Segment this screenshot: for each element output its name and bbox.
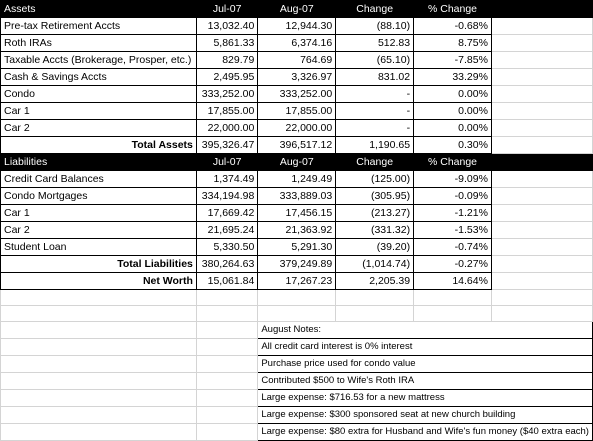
empty-cell[interactable] bbox=[491, 52, 592, 69]
assets-header-jul[interactable]: Jul-07 bbox=[196, 1, 257, 18]
assets-header-pct[interactable]: % Change bbox=[414, 1, 492, 18]
empty-cell[interactable] bbox=[1, 407, 197, 424]
empty-cell[interactable] bbox=[196, 390, 257, 407]
net-worth-label[interactable]: Net Worth bbox=[1, 273, 197, 290]
empty-cell[interactable] bbox=[1, 424, 197, 441]
change-cell[interactable]: (331.32) bbox=[336, 222, 414, 239]
pct-cell[interactable]: 0.00% bbox=[414, 120, 492, 137]
empty-cell[interactable] bbox=[491, 103, 592, 120]
table-row bbox=[1, 86, 593, 103]
aug-cell[interactable]: 3,326.97 bbox=[258, 69, 336, 86]
empty-cell[interactable] bbox=[1, 339, 197, 356]
pct-cell[interactable]: 0.00% bbox=[414, 86, 492, 103]
total-assets-pct[interactable]: 0.30% bbox=[414, 137, 492, 154]
jul-cell[interactable]: 17,855.00 bbox=[196, 103, 257, 120]
blank-row bbox=[1, 290, 593, 306]
table-row bbox=[1, 222, 593, 239]
empty-cell[interactable] bbox=[196, 339, 257, 356]
empty-cell[interactable] bbox=[196, 290, 257, 306]
total-assets-jul[interactable]: 395,326.47 bbox=[196, 137, 257, 154]
total-assets-aug[interactable]: 396,517.12 bbox=[258, 137, 336, 154]
row-label[interactable]: Student Loan bbox=[1, 239, 197, 256]
pct-cell[interactable]: -7.85% bbox=[414, 52, 492, 69]
empty-cell[interactable] bbox=[196, 424, 257, 441]
note-item[interactable]: Large expense: $716.53 for a new mattress bbox=[258, 390, 593, 407]
table-row bbox=[1, 69, 593, 86]
change-cell[interactable]: (305.95) bbox=[336, 188, 414, 205]
note-row bbox=[1, 407, 593, 424]
empty-cell[interactable] bbox=[1, 390, 197, 407]
aug-cell[interactable]: 1,249.49 bbox=[258, 171, 336, 188]
aug-cell[interactable]: 17,855.00 bbox=[258, 103, 336, 120]
total-liabilities-change[interactable]: (1,014.74) bbox=[336, 256, 414, 273]
table-row bbox=[1, 120, 593, 137]
net-worth-change[interactable]: 2,205.39 bbox=[336, 273, 414, 290]
empty-cell[interactable] bbox=[1, 356, 197, 373]
blank-row bbox=[1, 306, 593, 322]
note-row bbox=[1, 390, 593, 407]
assets-header-aug[interactable]: Aug-07 bbox=[258, 1, 336, 18]
jul-cell[interactable]: 2,495.95 bbox=[196, 69, 257, 86]
row-label[interactable]: Credit Card Balances bbox=[1, 171, 197, 188]
empty-cell[interactable] bbox=[1, 373, 197, 390]
row-label[interactable]: Pre-tax Retirement Accts bbox=[1, 18, 197, 35]
liabilities-header-change[interactable]: Change bbox=[336, 154, 414, 171]
note-row bbox=[1, 356, 593, 373]
note-item[interactable]: Large expense: $80 extra for Husband and Wife's fun money ($40 extra each) bbox=[258, 424, 593, 441]
liabilities-header-jul[interactable]: Jul-07 bbox=[196, 154, 257, 171]
aug-cell[interactable]: 333,252.00 bbox=[258, 86, 336, 103]
pct-cell[interactable]: 8.75% bbox=[414, 35, 492, 52]
note-item[interactable]: Contributed $500 to Wife's Roth IRA bbox=[258, 373, 593, 390]
row-label[interactable]: Car 2 bbox=[1, 120, 197, 137]
table-row bbox=[1, 171, 593, 188]
pct-cell[interactable]: -9.09% bbox=[414, 171, 492, 188]
aug-cell[interactable]: 6,374.16 bbox=[258, 35, 336, 52]
total-assets-change[interactable]: 1,190.65 bbox=[336, 137, 414, 154]
empty-cell[interactable] bbox=[196, 306, 257, 322]
net-worth-aug[interactable]: 17,267.23 bbox=[258, 273, 336, 290]
note-row bbox=[1, 322, 593, 339]
empty-cell[interactable] bbox=[491, 205, 592, 222]
empty-cell[interactable] bbox=[1, 290, 197, 306]
aug-cell[interactable]: 12,944.30 bbox=[258, 18, 336, 35]
total-liabilities-pct[interactable]: -0.27% bbox=[414, 256, 492, 273]
net-worth-pct[interactable]: 14.64% bbox=[414, 273, 492, 290]
row-label[interactable]: Car 1 bbox=[1, 103, 197, 120]
empty-cell[interactable] bbox=[491, 35, 592, 52]
pct-cell[interactable]: -0.09% bbox=[414, 188, 492, 205]
change-cell[interactable]: 512.83 bbox=[336, 35, 414, 52]
total-liabilities-jul[interactable]: 380,264.63 bbox=[196, 256, 257, 273]
change-cell[interactable]: (213.27) bbox=[336, 205, 414, 222]
aug-cell[interactable]: 21,363.92 bbox=[258, 222, 336, 239]
empty-cell[interactable] bbox=[491, 222, 592, 239]
empty-cell[interactable] bbox=[491, 239, 592, 256]
jul-cell[interactable]: 21,695.24 bbox=[196, 222, 257, 239]
empty-cell[interactable] bbox=[258, 306, 336, 322]
row-label[interactable]: Condo Mortgages bbox=[1, 188, 197, 205]
total-assets-row bbox=[1, 137, 593, 154]
august-notes-heading[interactable]: August Notes: bbox=[258, 322, 593, 339]
table-body bbox=[1, 1, 593, 441]
table-row bbox=[1, 35, 593, 52]
table-row bbox=[1, 205, 593, 222]
pct-cell[interactable]: -0.68% bbox=[414, 18, 492, 35]
empty-cell[interactable] bbox=[196, 322, 257, 339]
row-label[interactable]: Roth IRAs bbox=[1, 35, 197, 52]
empty-cell[interactable] bbox=[491, 154, 592, 171]
empty-cell[interactable] bbox=[196, 356, 257, 373]
note-item[interactable]: Large expense: $300 sponsored seat at new church building bbox=[258, 407, 593, 424]
row-label[interactable]: Taxable Accts (Brokerage, Prosper, etc.) bbox=[1, 52, 197, 69]
empty-cell[interactable] bbox=[491, 273, 592, 290]
liabilities-header-row bbox=[1, 154, 593, 171]
change-cell[interactable]: - bbox=[336, 120, 414, 137]
assets-header-change[interactable]: Change bbox=[336, 1, 414, 18]
assets-header-label[interactable]: Assets bbox=[1, 1, 197, 18]
total-liabilities-label[interactable]: Total Liabilities bbox=[1, 256, 197, 273]
liabilities-header-aug[interactable]: Aug-07 bbox=[258, 154, 336, 171]
table-row bbox=[1, 52, 593, 69]
aug-cell[interactable]: 22,000.00 bbox=[258, 120, 336, 137]
pct-cell[interactable]: -0.74% bbox=[414, 239, 492, 256]
total-liabilities-aug[interactable]: 379,249.89 bbox=[258, 256, 336, 273]
table-row bbox=[1, 103, 593, 120]
total-liabilities-row bbox=[1, 256, 593, 273]
empty-cell[interactable] bbox=[1, 306, 197, 322]
note-item[interactable]: All credit card interest is 0% interest bbox=[258, 339, 593, 356]
empty-cell[interactable] bbox=[1, 322, 197, 339]
change-cell[interactable]: (125.00) bbox=[336, 171, 414, 188]
total-assets-label[interactable]: Total Assets bbox=[1, 137, 197, 154]
empty-cell[interactable] bbox=[491, 86, 592, 103]
note-item[interactable]: Purchase price used for condo value bbox=[258, 356, 593, 373]
aug-cell[interactable]: 17,456.15 bbox=[258, 205, 336, 222]
row-label[interactable]: Cash & Savings Accts bbox=[1, 69, 197, 86]
jul-cell[interactable]: 829.79 bbox=[196, 52, 257, 69]
empty-cell[interactable] bbox=[258, 290, 336, 306]
change-cell[interactable]: (88.10) bbox=[336, 18, 414, 35]
table-row bbox=[1, 18, 593, 35]
liabilities-header-pct[interactable]: % Change bbox=[414, 154, 492, 171]
net-worth-jul[interactable]: 15,061.84 bbox=[196, 273, 257, 290]
empty-cell[interactable] bbox=[414, 290, 492, 306]
pct-cell[interactable]: 0.00% bbox=[414, 103, 492, 120]
empty-cell[interactable] bbox=[491, 18, 592, 35]
assets-header-row bbox=[1, 1, 593, 18]
table-row bbox=[1, 188, 593, 205]
empty-cell[interactable] bbox=[491, 120, 592, 137]
empty-cell[interactable] bbox=[491, 137, 592, 154]
empty-cell[interactable] bbox=[196, 407, 257, 424]
empty-cell[interactable] bbox=[491, 290, 592, 306]
pct-cell[interactable]: -1.21% bbox=[414, 205, 492, 222]
empty-cell[interactable] bbox=[491, 171, 592, 188]
empty-cell[interactable] bbox=[336, 306, 414, 322]
row-label[interactable]: Car 1 bbox=[1, 205, 197, 222]
empty-cell[interactable] bbox=[491, 69, 592, 86]
change-cell[interactable]: 831.02 bbox=[336, 69, 414, 86]
row-label[interactable]: Condo bbox=[1, 86, 197, 103]
jul-cell[interactable]: 22,000.00 bbox=[196, 120, 257, 137]
change-cell[interactable]: (65.10) bbox=[336, 52, 414, 69]
change-cell[interactable]: - bbox=[336, 103, 414, 120]
jul-cell[interactable]: 333,252.00 bbox=[196, 86, 257, 103]
change-cell[interactable]: (39.20) bbox=[336, 239, 414, 256]
note-row bbox=[1, 339, 593, 356]
note-row bbox=[1, 424, 593, 441]
jul-cell[interactable]: 17,669.42 bbox=[196, 205, 257, 222]
empty-cell[interactable] bbox=[491, 1, 592, 18]
net-worth-row bbox=[1, 273, 593, 290]
aug-cell[interactable]: 5,291.30 bbox=[258, 239, 336, 256]
empty-cell[interactable] bbox=[491, 188, 592, 205]
liabilities-header-label[interactable]: Liabilities bbox=[1, 154, 197, 171]
jul-cell[interactable]: 334,194.98 bbox=[196, 188, 257, 205]
table-row bbox=[1, 239, 593, 256]
pct-cell[interactable]: -1.53% bbox=[414, 222, 492, 239]
jul-cell[interactable]: 1,374.49 bbox=[196, 171, 257, 188]
aug-cell[interactable]: 333,889.03 bbox=[258, 188, 336, 205]
jul-cell[interactable]: 5,330.50 bbox=[196, 239, 257, 256]
empty-cell[interactable] bbox=[491, 306, 592, 322]
empty-cell[interactable] bbox=[336, 290, 414, 306]
row-label[interactable]: Car 2 bbox=[1, 222, 197, 239]
change-cell[interactable]: - bbox=[336, 86, 414, 103]
empty-cell[interactable] bbox=[491, 256, 592, 273]
pct-cell[interactable]: 33.29% bbox=[414, 69, 492, 86]
empty-cell[interactable] bbox=[196, 373, 257, 390]
jul-cell[interactable]: 13,032.40 bbox=[196, 18, 257, 35]
note-row bbox=[1, 373, 593, 390]
jul-cell[interactable]: 5,861.33 bbox=[196, 35, 257, 52]
empty-cell[interactable] bbox=[414, 306, 492, 322]
aug-cell[interactable]: 764.69 bbox=[258, 52, 336, 69]
